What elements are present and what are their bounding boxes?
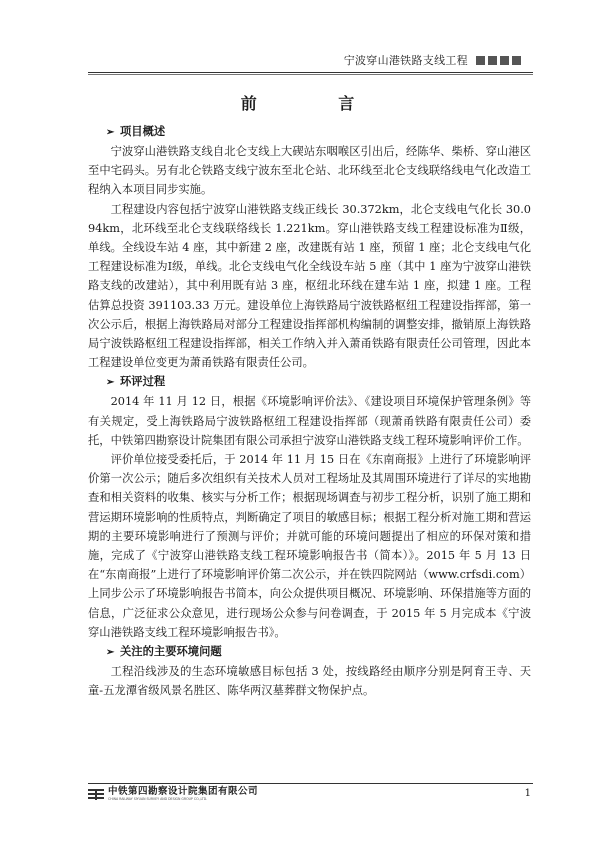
paragraph: 工程建设内容包括宁波穿山港铁路支线正线长 30.372km，北仑支线电气化长 30.094km，北环线至北仑支线联络线长 1.221km。穿山港铁路支线工程建设标准为Ⅱ级，单线。全线设车站 4 座，其中新建 2 座，改建既有站 1 座，预留 1 座；北仑支线电气化工程建设标准为Ⅰ级，单线。北仑支线电气化全线设车站 5 座（其中 1 座为宁波穿山港铁路支线的改建站），其中利用既有站 3 座，枢纽北环线在建车站 1 座，拟建 1 座。工程估算总投资 391103.33 万元。建设单位上海铁路局宁波铁路枢纽工程建设指挥部，第一次公示后，根据上海铁路局对部分工程建设指挥部机构编制的调整安排，撤销原上海铁路局宁波铁路枢纽工程建设指挥部，相关工作纳入并入萧甬铁路有限责任公司管理，因此本工程建设单位变更为萧甬铁路有限责任公司。 xyxy=(88,202,531,370)
page-footer xyxy=(88,786,533,802)
page-number: 1 xyxy=(524,788,531,799)
company-name-block xyxy=(108,787,258,801)
page-header xyxy=(88,50,521,70)
paragraph: 工程沿线涉及的生态环境敏感目标包括 3 处，按线路经由顺序分别是阿育王寺、天童-五龙潭省级风景名胜区、陈华两汉墓葬群文物保护点。 xyxy=(88,665,531,698)
section-heading xyxy=(106,372,531,392)
section-heading xyxy=(106,642,531,662)
section-heading-text: 环评过程 xyxy=(120,374,166,389)
section-heading xyxy=(106,122,531,142)
header-divider-thin xyxy=(88,74,533,75)
paragraph: 2014 年 11 月 12 日，根据《环境影响评价法》、《建设项目环境保护管理条例》等有关规定，受上海铁路局宁波铁路枢纽工程建设指挥部（现萧甬铁路有限责任公司）委托，中铁第四勘察设计院集团有限公司承担宁波穿山港铁路支线工程环境影响评价工作。 xyxy=(88,395,531,447)
header-block xyxy=(476,56,485,65)
section-arrow-icon: ➢ xyxy=(106,647,115,659)
paragraph: 宁波穿山港铁路支线自北仑支线上大碶站东咽喉区引出后，经陈华、柴桥、穿山港区至中宅码头。另有北仑铁路支线宁波东至北仑站、北环线至北仑支线联络线电气化改造工程纳入本项目同步实施。 xyxy=(88,145,531,197)
header-decoration xyxy=(476,56,521,65)
section-heading-text: 项目概述 xyxy=(120,124,166,138)
header-title: 宁波穿山港铁路支线工程 xyxy=(343,54,468,67)
footer-divider xyxy=(88,783,533,784)
header-block xyxy=(512,56,521,65)
company-logo-icon xyxy=(88,789,104,800)
section-heading-text: 关注的主要环境问题 xyxy=(120,644,222,659)
section-arrow-icon: ➢ xyxy=(106,127,115,138)
section-arrow-icon: ➢ xyxy=(106,377,115,389)
company-name: 中铁第四勘察设计院集团有限公司 xyxy=(108,786,259,798)
page-title: 前 言 xyxy=(240,94,393,113)
header-block xyxy=(488,56,497,65)
main-content xyxy=(88,122,531,700)
header-block xyxy=(500,56,509,65)
paragraph: 评价单位接受委托后，于 2014 年 11 月 15 日在《东南商报》上进行了环境影响评价第一次公示；随后多次组织有关技术人员对工程场址及其周围环境进行了详尽的实地勘查和相关资料的收集、核实与分析工作；根据现场调查与初步工程分析，识别了施工期和营运期环境影响的性质特点，判断确定了项目的敏感目标；根据工程分析对施工期和营运期的主要环境影响进行了预测与评价；并就可能的环境问题提出了相应的环保对策和措施，完成了《宁波穿山港铁路支线工程环境影响报告书（简本）》。2015 年 5 月 13 日在“东南商报”上进行了环境影响评价第二次公示，并在铁四院网站（www.crfsdi.com）上同步公示了环境影响报告书简本，向公众提供项目概况、环境影响、环保措施等方面的信息，广泛征求公众意见，进行现场公众参与问卷调查，于 2015 年 5 月完成本《宁波穿山港铁路支线工程环境影响报告书》。 xyxy=(88,453,531,639)
header-divider xyxy=(88,72,533,73)
company-name-en: CHINA RAILWAY SIYUAN SURVEY AND DESIGN GROUP CO.,LTD. xyxy=(108,796,208,801)
